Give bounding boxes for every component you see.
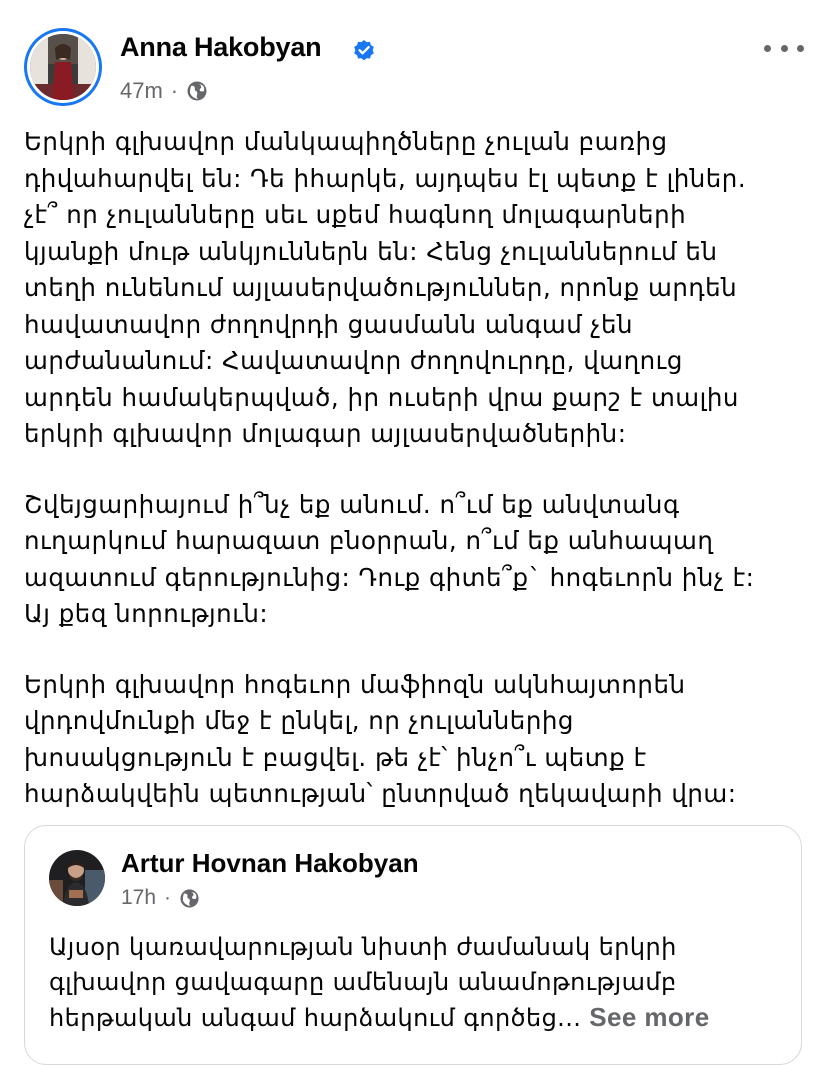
shared-author-name[interactable]: Artur Hovnan Hakobyan <box>121 848 419 878</box>
shared-author-avatar[interactable] <box>49 850 105 906</box>
post-text <box>24 124 808 847</box>
more-options-icon[interactable] <box>764 36 804 60</box>
see-more-link[interactable]: See more <box>589 1002 710 1032</box>
globe-icon[interactable] <box>186 80 208 102</box>
avatar-photo <box>30 34 96 100</box>
post-paragraph: Երկրի գլխավոր հոգեւոր մաֆիոզն ակնհայտորեն վրդովմունքի մեջ է ընկել, որ չուլաններից խոսակցություն է բացվել. թե չէ՝ ինչո՞ւ պետք է հարձակվեին պետության՝ ընտրված ղեկավարի վրա: <box>24 669 737 808</box>
shared-post-excerpt: Այսօր կառավարության նիստի ժամանակ երկրի գլխավոր ցավագարը ամենայն անամոթությամբ հերթական անգամ հարձակում գործեց... <box>49 933 677 1032</box>
author-name[interactable]: Anna Hakobyan <box>120 32 322 62</box>
post-header <box>24 26 808 110</box>
shared-post-card[interactable] <box>24 825 802 1065</box>
meta-separator: · <box>170 78 179 103</box>
meta-separator: · <box>164 886 172 909</box>
post-time[interactable]: 47m <box>120 78 163 103</box>
globe-icon[interactable] <box>179 888 200 909</box>
post-paragraph: Երկրի գլխավոր մանկապիղծները չուլան բառից դիվահարվել են: Դե իհարկե, այդպես էլ պետք է լիներ. չէ՞ որ չուլանները սեւ սքեմ հագնող մոլագարների կյանքի մութ անկյուններն են: Հենց չուլաններում են տեղի ունենում այլասերվածություններ, որոնք արդեն հավատավոր ժողովրդի ցասմանն անգամ չեն արժանանում: Հավատավոր ժողովուրդը, վաղուց արդեն համակերպված, իր ուսերի վրա քարշ է տալիս երկրի գլխավոր մոլագար այլասերվածներին: <box>24 127 747 448</box>
verified-badge-icon <box>352 38 376 62</box>
shared-post-text <box>49 930 789 1036</box>
post-paragraph: Շվեյցարիայում ի՞նչ եք անում. ո՞ւմ եք անվտանգ ուղարկում հարազատ բնօրրան, ո՞ւմ եք անհապաղ ազատում գերությունից: Դուք գիտե՞ք` հոգեւորն ինչ է: Այ քեզ նորություն: <box>24 489 755 628</box>
post-meta <box>120 78 208 104</box>
shared-post-meta <box>121 886 200 910</box>
author-avatar[interactable] <box>24 28 102 106</box>
shared-post-time[interactable]: 17h <box>121 886 157 909</box>
